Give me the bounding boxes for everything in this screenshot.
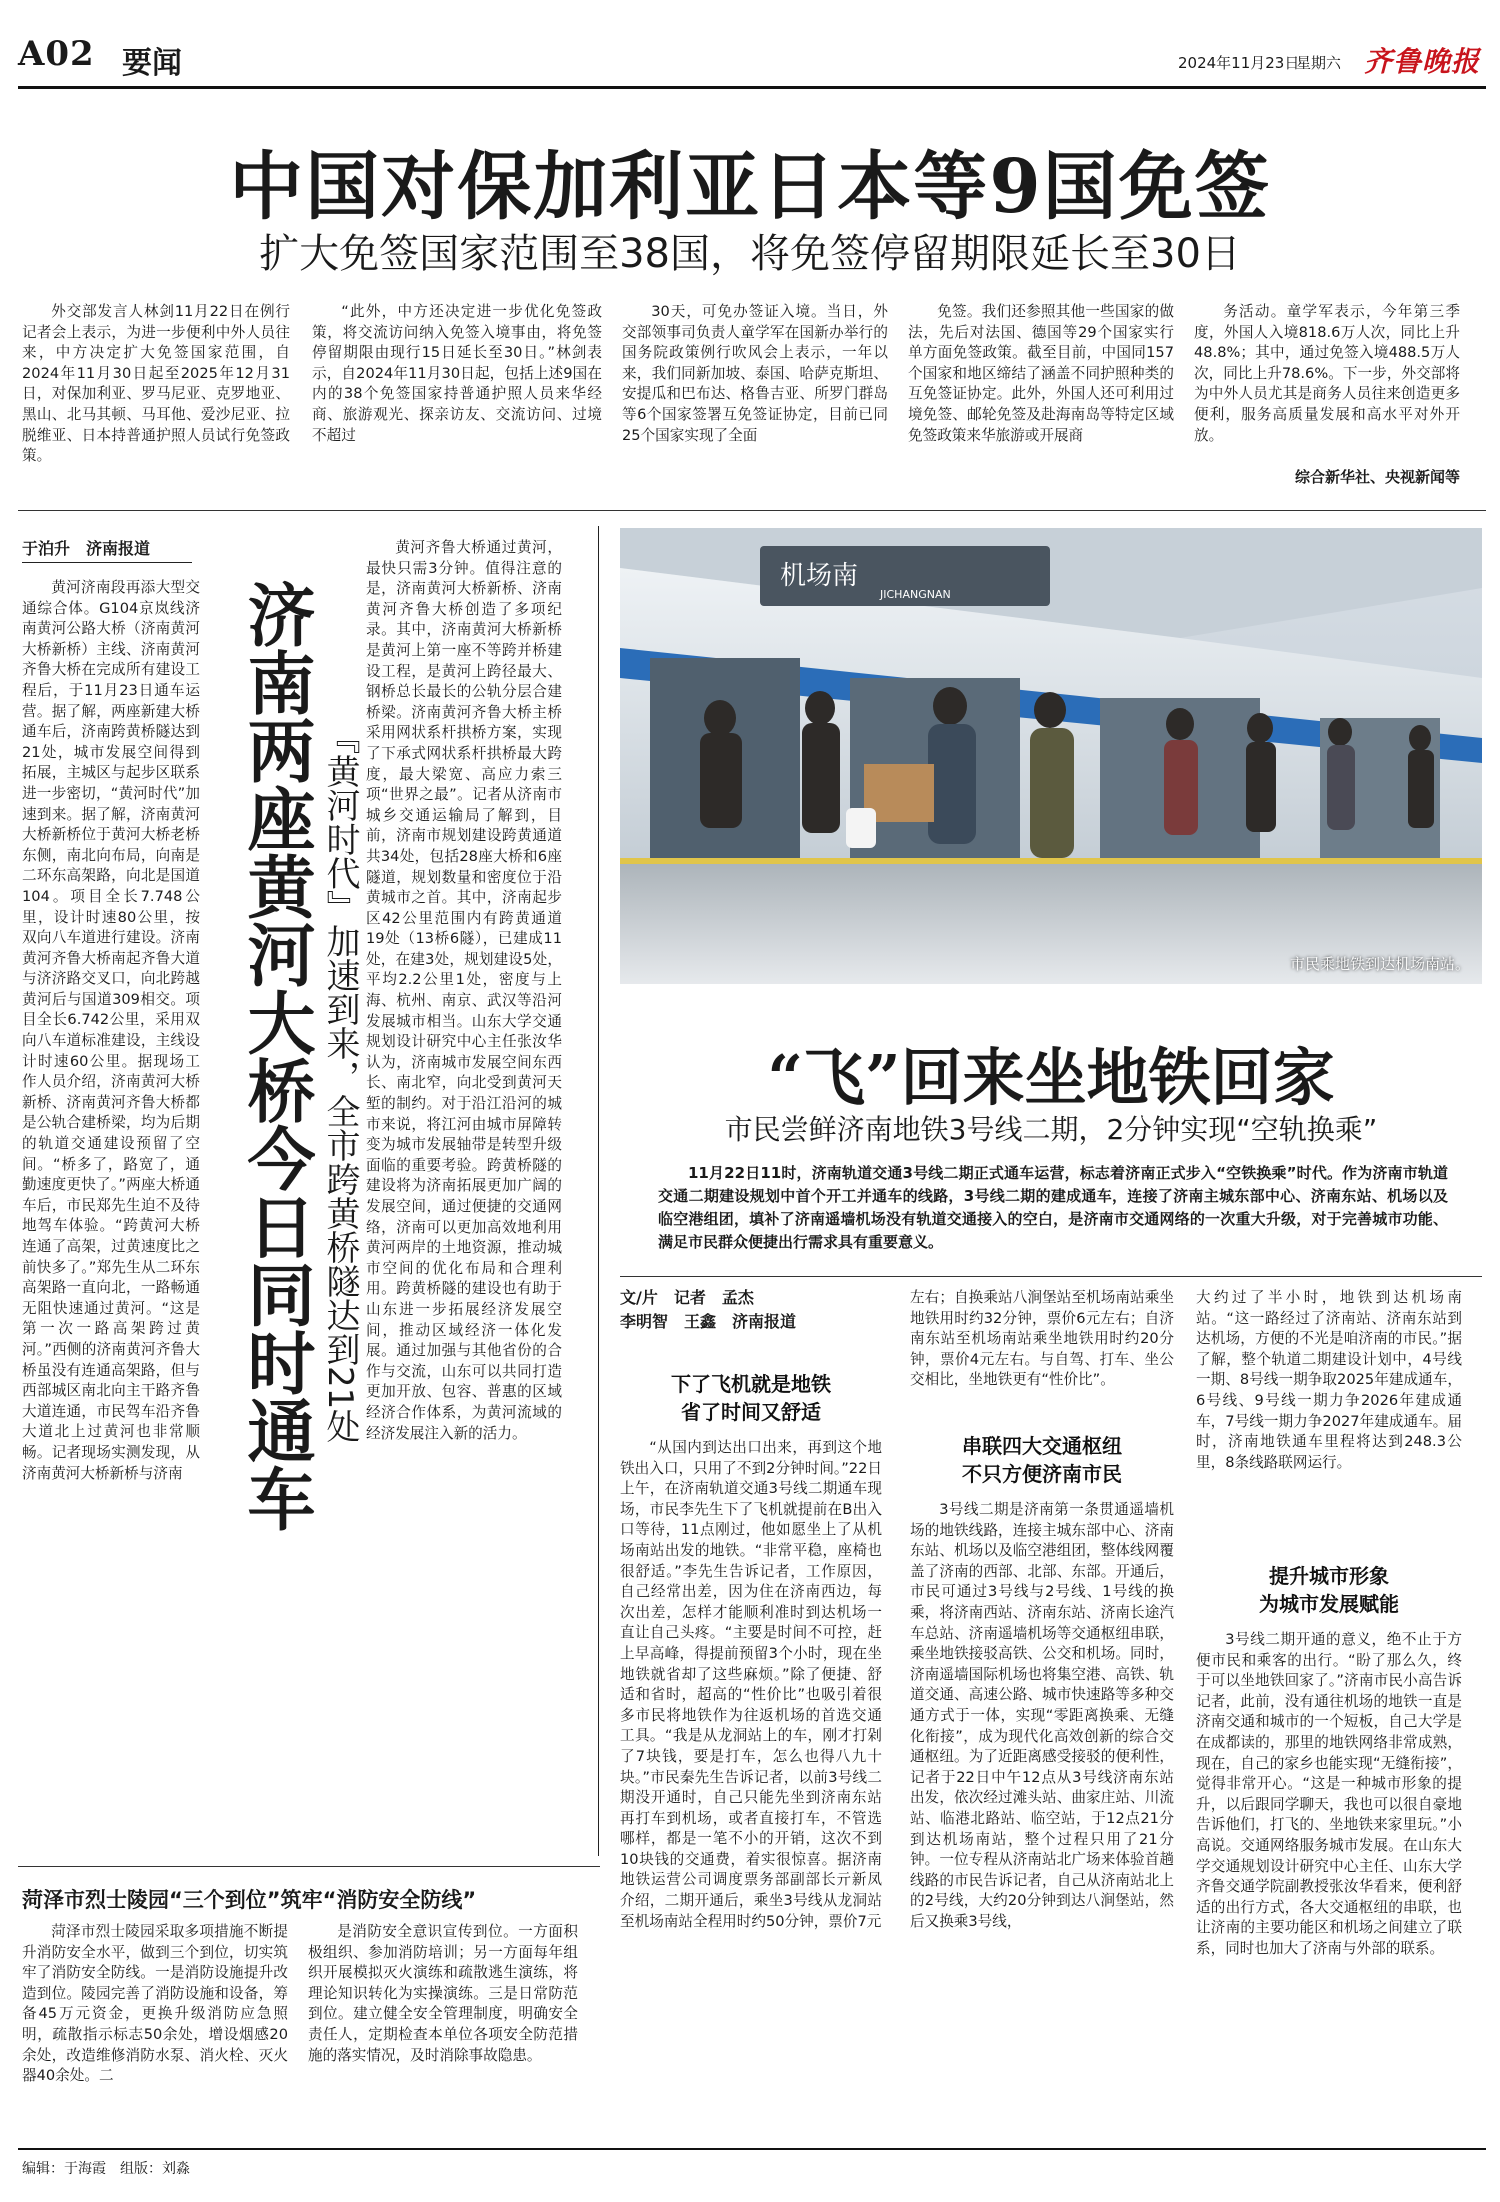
bridge-byline: 于泊升 济南报道 [22, 536, 192, 563]
metro-column-1: “从国内到达出口出来，再到这个地铁出入口，只用了不到2分钟时间。”22日上午，在济南轨道交通3号线二期通车现场，市民李先生下了飞机就提前在B出入口等待，11点刚过，他如愿坐上了从机场南站出发的地铁。“非常平稳，座椅也很舒适。”李先生告诉记者，工作原因，自己经常出差，因为住在济南西边，每次出差，怎样才能顺利准时到达机场一直让自己头疼。“主要是时间不可控，赶上早高峰，得提前预留3个小时，现在坐地铁就省却了这些麻烦。”除了便捷、舒适和省时，超高的“性价比”也吸引着很多市民将地铁作为往返机场的首选交通工具。“我是从龙洞站上的车，刚才打剁了7块钱，要是打车，怎么也得八九十块。”市民秦先生告诉记者，以前3号线二期没开通时，自己只能先坐到济南东站再打车到机场，或者直接打车，不管选哪样，都是一笔不小的开销，这次不到10块钱的交通费，着实很惊喜。据济南地铁运营公司调度票务部副部长亓新凤介绍，二期开通后，乘坐3号线从龙洞站至机场南站全程用时约50分钟，票价7元 [620, 1439, 882, 1930]
heze-divider [18, 1866, 600, 1867]
metro-photo-illustration [620, 528, 1482, 984]
metro-byline: 文/片 记者 孟杰 李明智 王鑫 济南报道 [620, 1288, 797, 1331]
newspaper-logo: 齐鲁晚报 [1364, 45, 1481, 78]
heze-column-2: 是消防安全意识宣传到位。一方面积极组织、参加消防培训；另一方面每年组织开展模拟灭火演练和疏散逃生演练，将理论知识转化为实操演练。三是日常防范到位。建立健全安全管理制度，明确安全责任人，定期检查本单位各项安全防范措施的落实情况，及时消除事故隐患。 [308, 1923, 578, 2064]
photo-caption: 市民乘地铁到达机场南站。 [1289, 955, 1470, 973]
heze-column-1: 菏泽市烈士陵园采取多项措施不断提升消防安全水平，做到三个到位，切实筑牢了消防安全防线。一是消防设施提升改造到位。陵园完善了消防设施和设备，筹备45万元资金，更换升级消防应急照明，疏散指示标志50余处，增设烟感20余处，改造维修消防水泵、消火栓、灭火器40余处。二 [22, 1923, 288, 2085]
bridge-column-1: 黄河济南段再添大型交通综合体。G104京岚线济南黄河公路大桥（济南黄河大桥新桥）主线、济南黄河齐鲁大桥在完成所有建设工程后，于11月23日通车运营。据了解，两座新建大桥通车后，济南跨黄桥隧达到21处，城市发展空间得到拓展，主城区与起步区联系进一步密切，“黄河时代”加速到来。据了解，济南黄河大桥新桥位于黄河大桥老桥东侧，南北向布局，向南是二环东高架路，向北是国道104。项目全长7.748公里，设计时速80公里，按双向八车道进行建设。济南黄河齐鲁大桥南起齐鲁大道与济济路交叉口，向北跨越黄河后与国道309相交。项目全长6.742公里，采用双向八车道标准建设，主线设计时速60公里。据现场工作人员介绍，济南黄河大桥新桥、济南黄河齐鲁大桥都是公轨合建桥梁，均为后期的轨道交通建设预留了空间。“桥多了，路宽了，通勤速度更快了。”两座大桥通车后，市民郑先生迫不及待地驾车体验。“跨黄河大桥连通了高架，过黄速度比之前快多了。”郑先生从二环东高架路一直向北，一路畅通无阻快速通过黄河。“这是第一次一路高架跨过黄河。”西侧的济南黄河齐鲁大桥虽没有连通高架路，但与西部城区南北向主干路齐鲁大道连通，市民驾车沿齐鲁大道北上过黄河也非常顺畅。记者现场实测发现，从济南黄河大桥新桥与济南 [22, 579, 200, 1482]
visa-column-1: 外交部发言人林剑11月22日在例行记者会上表示，为进一步便利中外人员往来，中方决定扩大免签国家范围，自2024年11月30日起至2025年12月31日，对保加利亚、罗马尼亚、克罗地亚、黑山、北马其顿、马耳他、爱沙尼亚、拉脱维亚、日本持普通护照人员试行免签政策。 [22, 303, 290, 465]
section-divider [18, 510, 1486, 511]
bridge-column-2: 黄河齐鲁大桥通过黄河，最快只需3分钟。值得注意的是，济南黄河大桥新桥、济南黄河齐鲁大桥创造了多项纪录。其中，济南黄河大桥新桥是黄河上第一座不等跨并桥建设工程，是黄河上跨径最大、钢桥总长最长的公轨分层合建桥梁。济南黄河齐鲁大桥主桥采用网状系杆拱桥方案，实现了下承式网状系杆拱桥最大跨度，最大梁宽、高应力索三项“世界之最”。记者从济南市城乡交通运输局了解到，目前，济南市规划建设跨黄通道共34处，包括28座大桥和6座隧道，规划数量和密度位于沿黄城市之首。其中，济南起步区42公里范围内有跨黄通道19处（13桥6隧），已建成11处，在建3处，规划建设5处，平均2.2公里1处，密度与上海、杭州、南京、武汉等沿河发展城市相当。山东大学交通规划设计研究中心主任张汝华认为，济南城市发展空间东西长、南北窄，向北受到黄河天堑的制约。对于沿江沿河的城市来说，将江河由城市屏障转变为城市发展轴带是转型升级面临的重要考验。跨黄桥隧的建设将为济南拓展更加广阔的发展空间，通过便捷的交通网络，济南可以更加高效地利用黄河两岸的土地资源，推动城市空间的优化布局和合理利用。跨黄桥隧的建设也有助于山东进一步拓展经济发展空间，推动区域经济一体化发展。通过加强与其他省份的合作与交流，山东可以共同打造更加开放、包容、普惠的区域经济合作体系，为黄河流域的经济发展注入新的活力。 [366, 539, 562, 1442]
heze-headline: 菏泽市烈士陵园“三个到位”筑牢“消防安全防线” [22, 1888, 477, 1912]
header-rule [18, 86, 1486, 89]
metro-column-2b: 3号线二期是济南第一条贯通遥墙机场的地铁线路，连接主城东部中心、济南东站、机场以及临空港组团，整体线网覆盖了济南的西部、北部、东部。开通后，市民可通过3号线与2号线、1号线的换乘，将济南西站、济南东站、济南长途汽车总站、济南遥墙机场等交通枢纽串联，乘坐地铁接驳高铁、公交和机场。同时，济南遥墙国际机场也将集空港、高铁、轨道交通、高速公路、城市快速路等多种交通方式于一体，实现“零距离换乘、无缝化衔接”，成为现代化高效创新的综合交通枢纽。为了近距离感受接驳的便利性，记者于22日中午12点从3号线济南东站出发，依次经过滩头站、曲家庄站、川流站、临港北路站、临空站，于12点21分到达机场南站，整个过程只用了21分钟。一位专程从济南站北广场来体验首趟线路的市民告诉记者，自己从济南站北上的2号线，大约20分钟到达八涧堡站，然后又换乘3号线， [910, 1501, 1174, 1930]
bridge-subheadline-vertical: 『黄河时代』加速到来，全市跨黄桥隧达到21处 [320, 720, 360, 1444]
svg-text:机场南: 机场南 [780, 561, 859, 591]
metro-station-photo [620, 528, 1482, 984]
footer-rule [18, 2148, 1486, 2150]
metro-subhead-2: 串联四大交通枢纽 不只方便济南市民 [962, 1434, 1122, 1486]
visa-column-5: 务活动。童学军表示，今年第三季度，外国人入境818.6万人次，同比上升48.8%；其中，通过免签入境488.5万人次，同比上升78.6%。下一步，外交部将为中外人员尤其是商务人员往来创造更多便利，服务高质量发展和高水平对外开放。 [1194, 303, 1460, 444]
metro-subhead-3: 提升城市形象 为城市发展赋能 [1259, 1564, 1399, 1616]
visa-source: 综合新华社、央视新闻等 [1294, 468, 1460, 486]
visa-column-3: 30天，可免办签证入境。当日，外交部领事司负责人童学军在国新办举行的国务院政策例行吹风会上表示，一年以来，我们同新加坡、泰国、哈萨克斯坦、安提瓜和巴布达、格鲁吉亚、所罗门群岛等6个国家签署互免签证协定，目前已同25个国家实现了全面 [622, 303, 888, 444]
visa-headline: 中国对保加利亚日本等9国免签 [229, 144, 1271, 230]
metro-subheadline: 市民尝鲜济南地铁3号线二期，2分钟实现“空轨换乘” [724, 1113, 1378, 1146]
section-name: 要闻 [122, 46, 182, 81]
footer-editor-credit: 编辑：于海霞 组版：刘淼 [22, 2161, 190, 2177]
issue-weekday: 星期六 [1296, 54, 1342, 72]
page-number: A02 [18, 34, 95, 74]
visa-subheadline: 扩大免签国家范围至38国，将免签停留期限延长至30日 [259, 231, 1241, 277]
visa-column-4: 免签。我们还参照其他一些国家的做法，先后对法国、德国等29个国家实行单方面免签政策。截至目前，中国同157个国家和地区缔结了涵盖不同护照种类的互免签证协定。此外，外国人还可利用过境免签、邮轮免签及赴海南岛等特定区域免签政策来华旅游或开展商 [908, 303, 1174, 444]
visa-column-2: “此外，中方还决定进一步优化免签政策，将交流访问纳入免签入境事由，将免签停留期限由现行15日延长至30日。”林剑表示，自2024年11月30日起，包括上述9国在内的38个免签国家持普通护照人员来华经商、旅游观光、探亲访友、交流访问、过境不超过 [312, 303, 602, 444]
metro-headline: “飞”回来坐地铁回家 [767, 1041, 1335, 1114]
metro-lead-paragraph: 11月22日11时，济南轨道交通3号线二期正式通车运营，标志着济南正式步入“空铁换乘”时代。作为济南市轨道交通二期建设规划中首个开工并通车的线路，3号线二期的建成通车，连接了济南主城东部中心、济南东站、机场以及临空港组团，填补了济南遥墙机场没有轨道交通接入的空白，是济南市交通网络的一次重大升级，对于完善城市功能、满足市民群众便捷出行需求具有重要意义。 [658, 1164, 1448, 1251]
metro-column-3a: 大约过了半小时，地铁到达机场南站。“这一路经过了济南站、济南东站到达机场，方便的不光是咱济南的市民。”据了解，整个轨道二期建设计划中，4号线一期、8号线一期争取2025年建成通车，6号线、9号线一期力争2026年建成通车，7号线一期力争2027年建成通车。届时，济南地铁通车里程将达到248.3公里，8条线路联网运行。 [1196, 1289, 1462, 1471]
metro-column-2a: 左右；自换乘站八涧堡站至机场南站乘坐地铁用时约32分钟，票价6元左右；自济南东站至机场南站乘坐地铁用时约20分钟，票价4元左右。与自驾、打车、坐公交相比，坐地铁更有“性价比”。 [910, 1289, 1174, 1389]
issue-date: 2024年11月23日 [1178, 54, 1300, 72]
column-divider [598, 526, 599, 1856]
svg-text:JICHANGNAN: JICHANGNAN [880, 588, 951, 601]
metro-lead-divider [620, 1276, 1482, 1277]
bridge-headline-vertical: 济南两座黄河大桥今日同时通车 [236, 580, 316, 1532]
metro-subhead-1: 下了飞机就是地铁 省了时间又舒适 [671, 1372, 831, 1424]
metro-column-3b: 3号线二期开通的意义，绝不止于方便市民和乘客的出行。“盼了那么久，终于可以坐地铁回家了。”济南市民小高告诉记者，此前，没有通往机场的地铁一直是济南交通和城市的一个短板，自己大学是在成都读的，那里的地铁网络非常成熟，现在，自己的家乡也能实现“无缝衔接”，觉得非常开心。“这是一种城市形象的提升，以后跟同学聊天，我也可以很自豪地告诉他们，打飞的、坐地铁来家里玩。”小高说。交通网络服务城市发展。在山东大学交通规划设计研究中心主任、山东大学齐鲁交通学院副教授张汝华看来，便利舒适的出行方式，各大交通枢纽的串联，也让济南的主要功能区和机场之间建立了联系，同时也加大了济南与外部的联系。 [1196, 1631, 1462, 1957]
